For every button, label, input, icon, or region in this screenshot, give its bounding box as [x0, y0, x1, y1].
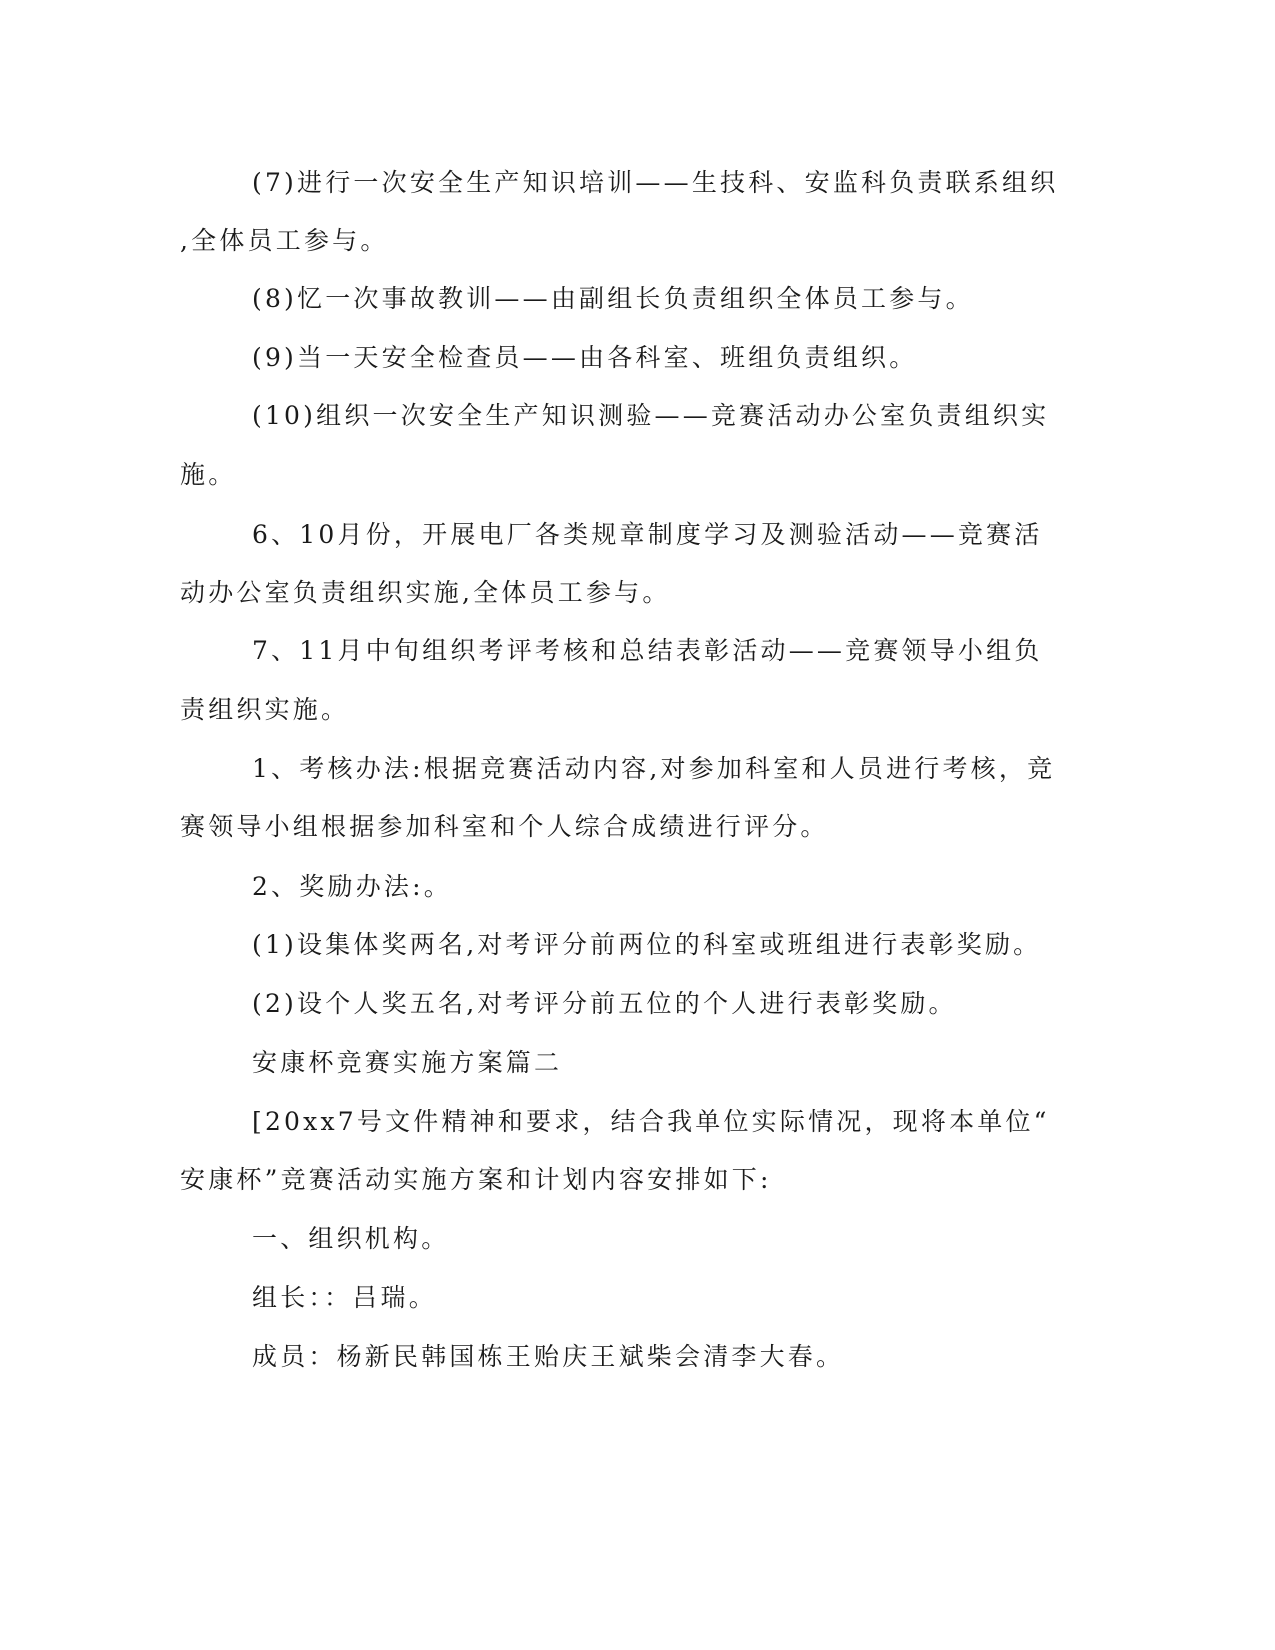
text-line: (10)组织一次安全生产知识测验——竞赛活动办公室负责组织实 — [252, 401, 1050, 430]
text-line: (2)设个人奖五名,对考评分前五位的个人进行表彰奖励。 — [252, 989, 957, 1018]
text-line: 6、10月份，开展电厂各类规章制度学习及测验活动——竞赛活 — [252, 520, 1043, 549]
text-line: (7)进行一次安全生产知识培训——生技科、安监科负责联系组织 — [252, 168, 1059, 197]
text-line: 责组织实施。 — [180, 695, 350, 724]
section-heading: 安康杯竞赛实施方案篇二 — [252, 1048, 563, 1077]
text-line: 组长：：吕瑞。 — [252, 1283, 437, 1312]
text-line: 动办公室负责组织实施,全体员工参与。 — [180, 578, 671, 607]
text-line: 2、奖励办法:。 — [252, 872, 452, 901]
text-line: 赛领导小组根据参加科室和个人综合成绩进行评分。 — [180, 812, 829, 841]
text-line: 一、组织机构。 — [252, 1224, 450, 1253]
text-line: 1、考核办法:根据竞赛活动内容,对参加科室和人员进行考核，竞 — [252, 754, 1056, 783]
text-line: 施。 — [180, 460, 237, 489]
text-line: 7、11月中旬组织考评考核和总结表彰活动——竞赛领导小组负 — [252, 636, 1043, 665]
text-line: (9)当一天安全检查员——由各科室、班组负责组织。 — [252, 343, 918, 372]
text-line: ,全体员工参与。 — [180, 226, 389, 255]
text-line: 安康杯”竞赛活动实施方案和计划内容安排如下: — [180, 1165, 772, 1194]
text-line: 成员：杨新民韩国栋王贻庆王斌柴会清李大春。 — [252, 1342, 845, 1371]
text-line: [20xx7号文件精神和要求，结合我单位实际情况，现将本单位“ — [252, 1107, 1050, 1136]
text-line: (8)忆一次事故教训——由副组长负责组织全体员工参与。 — [252, 284, 974, 313]
text-line: (1)设集体奖两名,对考评分前两位的科室或班组进行表彰奖励。 — [252, 930, 1042, 959]
